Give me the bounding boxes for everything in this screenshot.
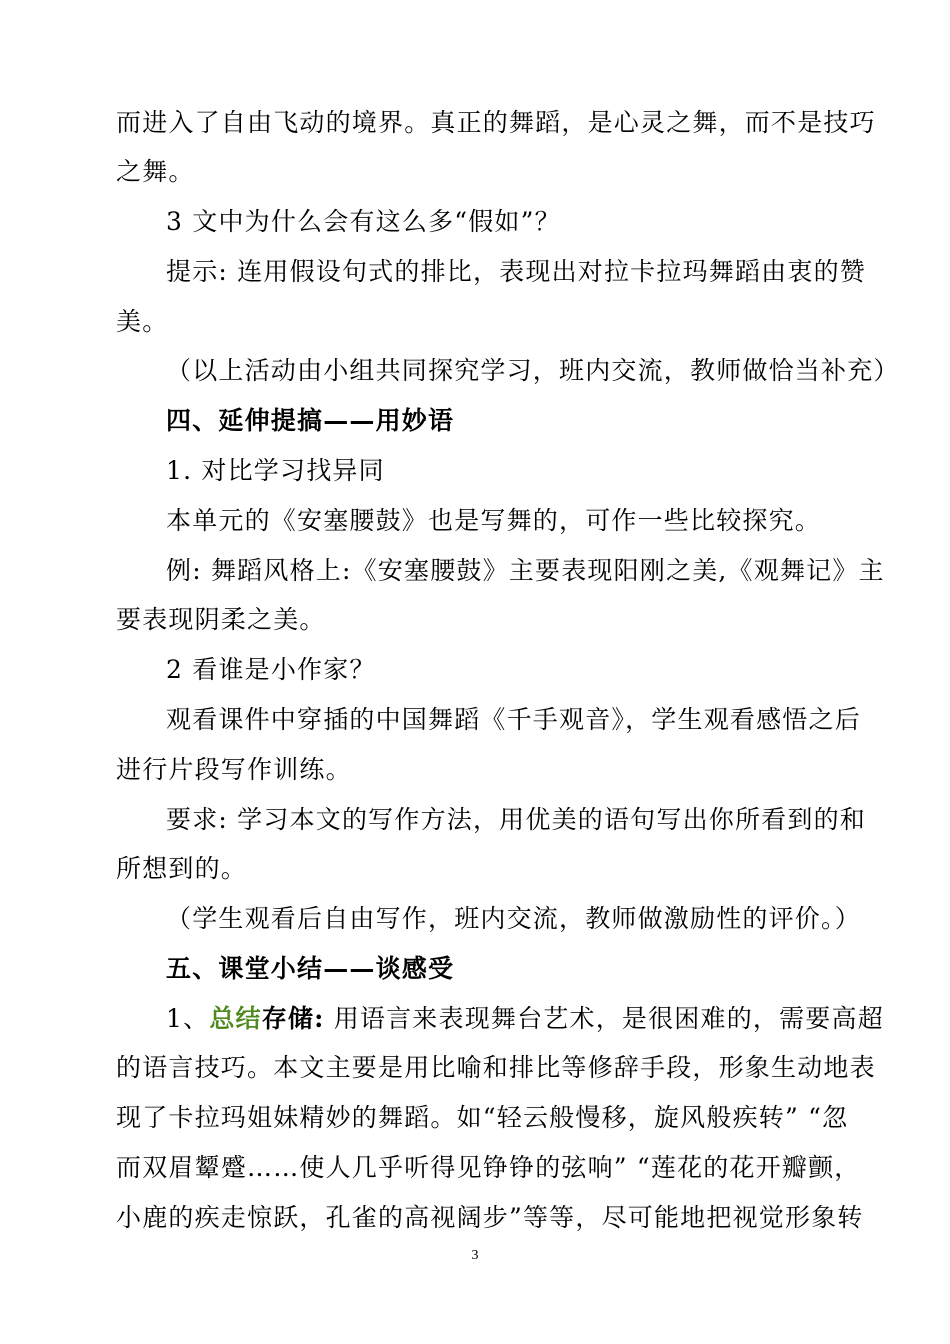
- paragraph-line: 的语言技巧。本文主要是用比喻和排比等修辞手段，形象生动地表: [116, 1053, 876, 1082]
- example-line: 例: 舞蹈风格上:《安塞腰鼓》主要表现阳刚之美,《观舞记》主: [166, 556, 885, 585]
- paragraph-line: 而进入了自由飞动的境界。真正的舞蹈，是心灵之舞，而不是技巧: [116, 108, 876, 137]
- paragraph-line: 现了卡拉玛姐妹精妙的舞蹈。如“轻云般慢移，旋风般疾转” “忽: [116, 1103, 849, 1132]
- summary-text: 用语言来表现舞台艺术，是很困难的，需要高超: [324, 1004, 884, 1033]
- paragraph-line: 之舞。: [116, 157, 195, 186]
- section-heading: 五、课堂小结——谈感受: [166, 954, 455, 983]
- note-line: （以上活动由小组共同探究学习，班内交流，教师做恰当补充）: [166, 356, 900, 385]
- page-number: 3: [471, 1248, 479, 1263]
- paragraph-line: 而双眉颦蹙……使人几乎听得见铮铮的弦响” “莲花的花开瓣颤，: [116, 1153, 861, 1182]
- paragraph-line: 进行片段写作训练。: [116, 755, 352, 784]
- paragraph-line: 本单元的《安塞腰鼓》也是写舞的，可作一些比较探究。: [166, 506, 822, 535]
- subheading-line: 2 看谁是小作家？: [166, 655, 376, 684]
- paragraph-line: 所想到的。: [116, 854, 248, 883]
- paragraph-line: 小鹿的疾走惊跃，孔雀的高视阔步”等等，尽可能地把视觉形象转: [116, 1203, 864, 1232]
- question-line: 3 文中为什么会有这么多“假如”？: [166, 207, 561, 236]
- note-line: （学生观看后自由写作，班内交流，教师做激励性的评价。）: [166, 904, 861, 933]
- summary-green-word: 总结: [209, 1004, 262, 1033]
- summary-prefix: 1、: [166, 1004, 210, 1033]
- paragraph-line: 要表现阴柔之美。: [116, 605, 326, 634]
- subheading-line: 1. 对比学习找异同: [166, 456, 385, 485]
- paragraph-line: 观看课件中穿插的中国舞蹈《千手观音》，学生观看感悟之后: [166, 705, 861, 734]
- requirement-line: 要求: 学习本文的写作方法，用优美的语句写出你所看到的和: [166, 805, 866, 834]
- hint-line: 提示: 连用假设句式的排比，表现出对拉卡拉玛舞蹈由衷的赞: [166, 257, 866, 286]
- paragraph-line: 美。: [116, 307, 169, 336]
- summary-bold-word: 存储:: [261, 1004, 325, 1033]
- section-heading: 四、延伸提搞——用妙语: [166, 406, 455, 435]
- summary-line: [166, 1004, 884, 1034]
